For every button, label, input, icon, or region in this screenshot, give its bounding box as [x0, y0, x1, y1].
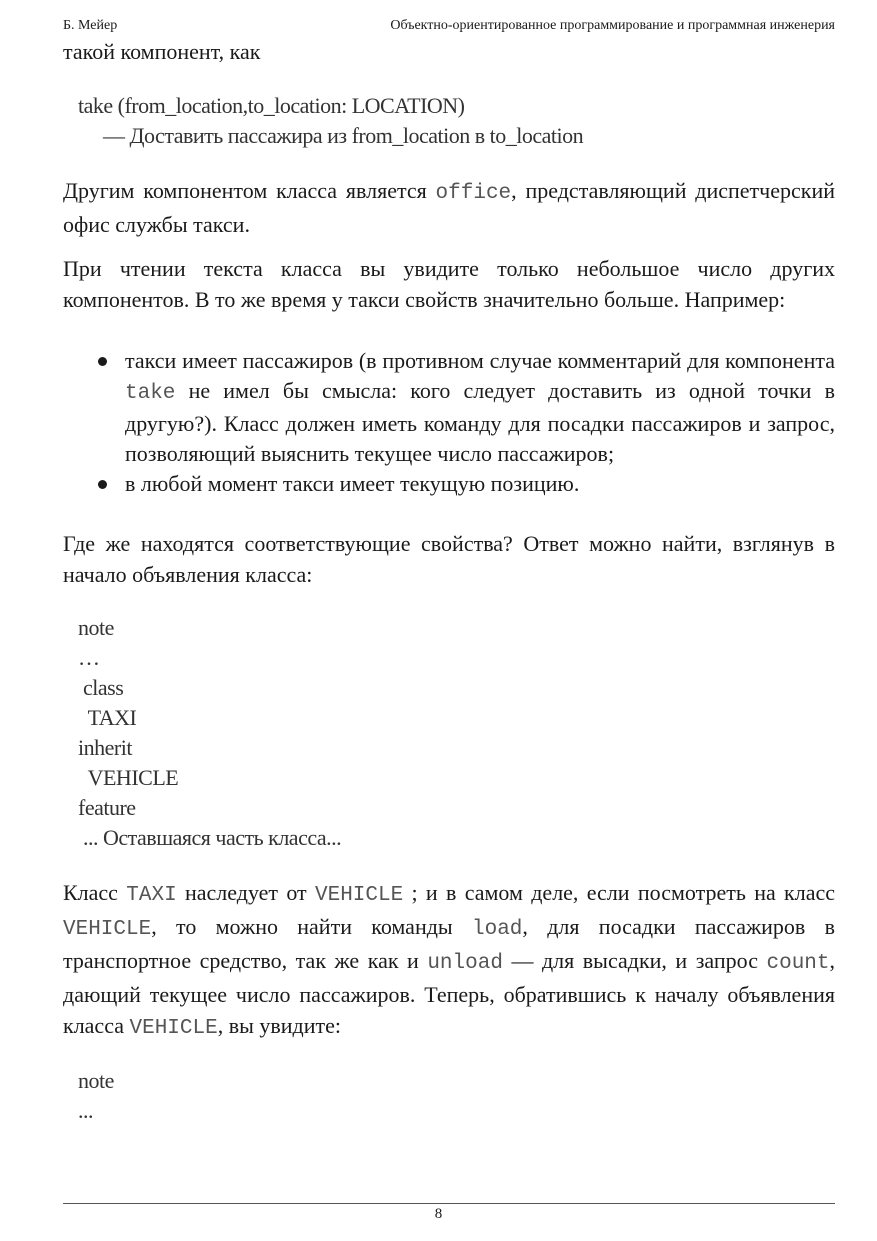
code-line: inherit: [78, 735, 132, 760]
text-span: ; и в самом деле, если посмотреть на класс: [403, 880, 835, 905]
page-number: 8: [434, 1206, 443, 1222]
code-load: load: [472, 918, 523, 941]
text-span: , дающий текущее число пассажиров. Теперь, обратившись к началу объявления класса: [63, 948, 835, 1038]
text-span: Другим компонентом класса является: [63, 178, 436, 203]
code-vehicle: VEHICLE: [63, 918, 152, 941]
paragraph-intro: такой компонент, как: [63, 39, 261, 64]
code-line-take-signature: take (from_location,to_location: LOCATION): [78, 93, 465, 118]
code-vehicle: VEHICLE: [129, 1017, 218, 1040]
code-line: note: [78, 615, 114, 640]
text-span: , то можно найти команды: [151, 914, 472, 939]
code-block-take: [63, 91, 835, 151]
page-body: [63, 38, 835, 1126]
paragraph-office: [63, 175, 835, 240]
paragraph-reading: При чтении текста класса вы увидите только небольшое число других компонентов. В то же время у такси свойств значительно больше. Например:: [63, 256, 835, 312]
text-span: , для посадки пассажиров в транспортное средство, так же как и: [63, 914, 836, 973]
code-count: count: [766, 952, 830, 975]
code-line: ... Оставшаяся часть класса...: [78, 825, 342, 850]
code-line: TAXI: [78, 705, 137, 730]
code-taxi: TAXI: [126, 884, 177, 907]
code-block-vehicle: [63, 1066, 835, 1126]
bullet-list: [63, 346, 835, 499]
code-line: class: [78, 675, 124, 700]
code-unload: unload: [427, 952, 503, 975]
paragraph-vehicle: [63, 877, 835, 1044]
code-line: …: [78, 645, 100, 670]
bullet-item-passengers: [63, 346, 835, 469]
paragraph-where: Где же находятся соответствующие свойства? Ответ можно найти, взглянув в начало объявления класса:: [63, 531, 835, 587]
code-line-take-comment: — Доставить пассажира из from_location в to_location: [103, 123, 584, 148]
text-span: наследует от: [176, 880, 315, 905]
code-take: take: [125, 382, 176, 405]
code-line: ...: [78, 1098, 93, 1123]
code-line: VEHICLE: [78, 765, 179, 790]
text-span: не имел бы смысла: кого следует доставить из одной точки в другую?). Класс должен иметь команду для посадки пассажиров и запрос, позволяющий выяснить текущее число пассажиров;: [125, 378, 835, 466]
code-office: office: [435, 182, 512, 205]
code-line: feature: [78, 795, 136, 820]
footer-rule: [63, 1203, 835, 1204]
text-span: , представляющий диспетчерский офис службы такси.: [63, 178, 835, 237]
bullet-item-position: в любой момент такси имеет текущую позицию.: [63, 469, 835, 499]
text-span: такси имеет пассажиров (в противном случае комментарий для компонента: [125, 348, 835, 373]
text-span: Класс: [63, 880, 127, 905]
running-header-title: Объектно-ориентированное программирование и программная инженерия: [390, 18, 835, 33]
code-line: note: [78, 1068, 114, 1093]
code-vehicle: VEHICLE: [314, 884, 404, 907]
code-block-taxi: [63, 613, 835, 853]
running-header-author: Б. Мейер: [63, 18, 118, 33]
text-span: , вы увидите:: [217, 1013, 342, 1038]
text-span: — для высадки, и запрос: [502, 948, 767, 973]
